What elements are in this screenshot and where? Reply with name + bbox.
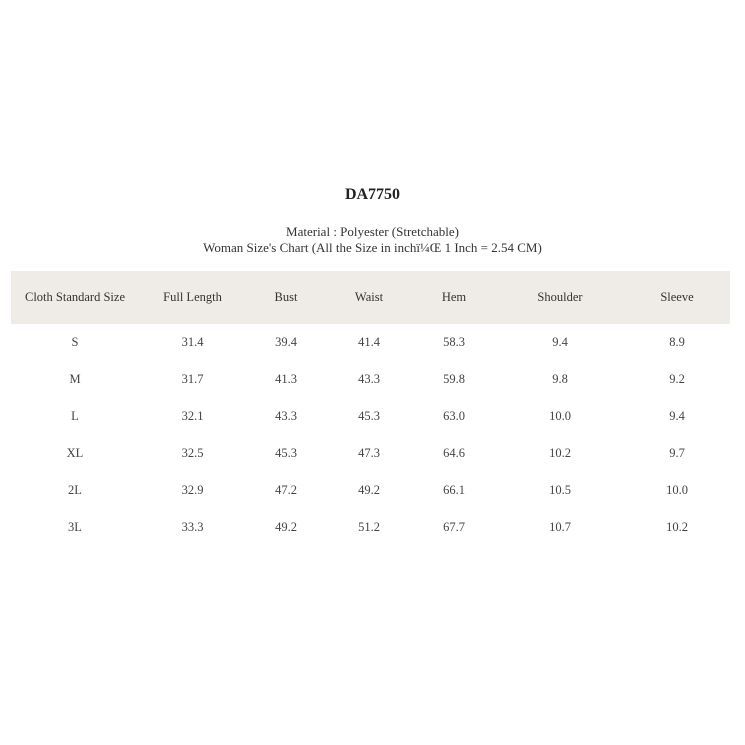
- cell-full-length: 32.9: [181, 483, 204, 497]
- header-hem: Hem: [441, 290, 467, 304]
- cell-size: L: [71, 409, 79, 423]
- header-bust: Bust: [274, 290, 298, 304]
- cell-sleeve: 9.7: [669, 446, 685, 460]
- table-row: [11, 435, 730, 472]
- cell-shoulder: 10.5: [549, 483, 571, 497]
- cell-size: 2L: [68, 483, 82, 497]
- table-row: [11, 361, 730, 398]
- cell-full-length: 32.1: [181, 409, 204, 423]
- size-chart-note: Woman Size's Chart (All the Size in inchï¼Œ 1 Inch = 2.54 CM): [203, 240, 542, 255]
- cell-size: M: [69, 372, 81, 386]
- cell-sleeve: 10.0: [666, 483, 688, 497]
- cell-bust: 41.3: [275, 372, 297, 386]
- cell-bust: 47.2: [275, 483, 297, 497]
- cell-waist: 49.2: [358, 483, 380, 497]
- cell-shoulder: 10.2: [549, 446, 571, 460]
- cell-shoulder: 9.8: [552, 372, 568, 386]
- cell-bust: 49.2: [275, 520, 297, 534]
- cell-hem: 64.6: [443, 446, 465, 460]
- size-chart-table: [11, 271, 730, 546]
- header-sleeve: Sleeve: [660, 290, 694, 304]
- cell-full-length: 31.4: [181, 335, 204, 349]
- header-full-length: Full Length: [163, 290, 222, 304]
- table-header-row: [11, 271, 730, 324]
- table-row: [11, 324, 730, 361]
- cell-waist: 47.3: [358, 446, 380, 460]
- cell-sleeve: 10.2: [666, 520, 688, 534]
- header-cloth-standard-size: Cloth Standard Size: [25, 290, 125, 304]
- cell-shoulder: 10.7: [549, 520, 571, 534]
- cell-hem: 66.1: [443, 483, 465, 497]
- cell-full-length: 33.3: [181, 520, 204, 534]
- cell-waist: 43.3: [358, 372, 380, 386]
- table-row: [11, 509, 730, 546]
- table-row: [11, 398, 730, 435]
- header-shoulder: Shoulder: [537, 290, 583, 304]
- cell-sleeve: 9.4: [669, 409, 685, 423]
- table-row: [11, 472, 730, 509]
- cell-hem: 67.7: [443, 520, 465, 534]
- cell-size: 3L: [68, 520, 82, 534]
- cell-size: XL: [66, 446, 84, 460]
- material-line: Material : Polyester (Stretchable): [286, 224, 459, 239]
- cell-waist: 45.3: [358, 409, 380, 423]
- cell-shoulder: 10.0: [549, 409, 571, 423]
- cell-bust: 43.3: [275, 409, 297, 423]
- cell-full-length: 32.5: [181, 446, 204, 460]
- cell-bust: 39.4: [275, 335, 297, 349]
- cell-hem: 59.8: [443, 372, 465, 386]
- cell-size: S: [71, 335, 79, 349]
- cell-sleeve: 9.2: [669, 372, 685, 386]
- cell-sleeve: 8.9: [669, 335, 685, 349]
- header-waist: Waist: [354, 290, 384, 304]
- cell-hem: 58.3: [443, 335, 465, 349]
- cell-bust: 45.3: [275, 446, 297, 460]
- cell-hem: 63.0: [443, 409, 465, 423]
- cell-full-length: 31.7: [181, 372, 204, 386]
- product-code-title: DA7750: [344, 186, 401, 203]
- cell-waist: 41.4: [358, 335, 380, 349]
- cell-waist: 51.2: [358, 520, 380, 534]
- cell-shoulder: 9.4: [552, 335, 568, 349]
